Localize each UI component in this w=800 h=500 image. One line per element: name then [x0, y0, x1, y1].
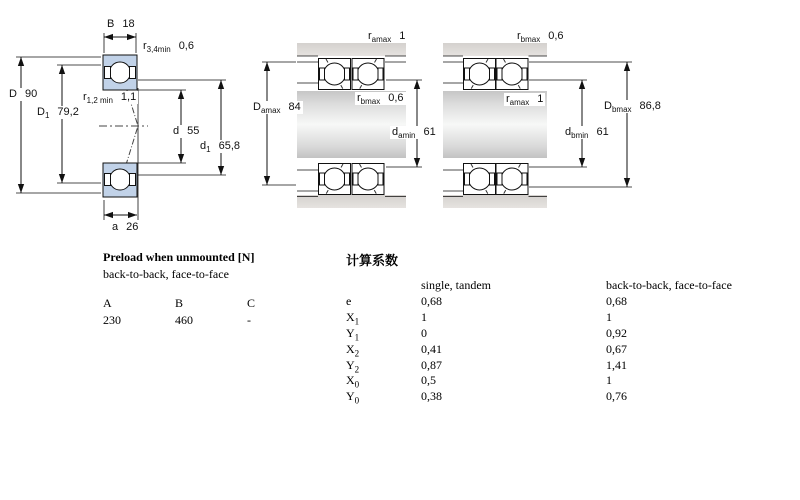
dim-d: d 55 — [173, 125, 200, 137]
dim-r12min: $r_{1,2 min}$ 1,1 — [83, 91, 137, 106]
bearing-cell — [352, 164, 384, 195]
bearing-section-top — [103, 55, 137, 90]
preload-value-A: 230 — [103, 313, 121, 327]
bearing-section-bottom — [103, 163, 137, 197]
dim-Dbmax: $D_{bmax}$ 86,8 — [604, 100, 661, 115]
dim-ramax-b: $r_{amax}$ 1 — [506, 93, 544, 108]
factors-header-single: single, tandem — [421, 278, 491, 292]
dim-damin: $d_{amin}$ 61 — [392, 126, 436, 141]
factor-row-label: $X_1$ — [346, 309, 360, 327]
preload-subtitle: back-to-back, face-to-face — [103, 267, 229, 281]
preload-header-A: A — [103, 296, 112, 310]
dimension-lines-b — [582, 62, 627, 187]
factor-row-single: 0,5 — [421, 373, 436, 388]
factor-row-label: $X_0$ — [346, 373, 360, 390]
dim-D: D 90 — [9, 88, 38, 100]
factor-row-btb: 0,67 — [606, 341, 627, 356]
dim-B: B 18 — [107, 18, 135, 30]
factor-row-label: $Y_1$ — [346, 325, 360, 343]
bearing-cell — [496, 164, 528, 195]
bearing-cell — [464, 164, 496, 195]
bearing-cell — [352, 59, 384, 90]
factor-row-label: $X_2$ — [346, 341, 360, 359]
dim-a: a 26 — [112, 221, 139, 233]
dim-rbmax-b: $r_{bmax}$ 0,6 — [517, 30, 564, 45]
preload-grid — [103, 296, 319, 328]
factor-row-label: $Y_0$ — [346, 389, 360, 406]
factor-row-btb: 1,41 — [606, 357, 627, 372]
preload-table — [103, 250, 319, 328]
dim-r34min: $r_{3,4min}$ 0,6 — [143, 40, 194, 55]
dim-rbmax-a: $r_{bmax}$ 0,6 — [357, 92, 404, 107]
preload-title: Preload when unmounted [N] — [103, 250, 255, 264]
factor-row-btb: 0,76 — [606, 389, 627, 404]
preload-value-B: 460 — [175, 313, 193, 327]
factor-row-single: 1 — [421, 309, 427, 324]
factor-row-single: 0,41 — [421, 341, 442, 356]
factor-row-single: 0,87 — [421, 357, 442, 372]
dim-d1: $d_1$ 65,8 — [200, 140, 240, 155]
factors-title: 计算系数 — [346, 253, 399, 268]
bearing-cell — [319, 59, 351, 90]
factor-row-single: 0 — [421, 325, 427, 340]
dim-Damax: $D_{amax}$ 84 — [253, 101, 301, 116]
factors-header-blank — [346, 277, 421, 294]
factor-row-label: e — [346, 294, 352, 308]
factor-row-single: 0,68 — [421, 294, 442, 308]
preload-header-B: B — [175, 296, 184, 310]
bearing-cell — [464, 59, 496, 90]
preload-value-C: - — [247, 313, 251, 327]
factor-row-btb: 0,68 — [606, 294, 627, 308]
factor-row-btb: 1 — [606, 309, 612, 324]
factor-row-label: $Y_2$ — [346, 357, 360, 374]
dim-dbmin: $d_{bmin}$ 61 — [565, 126, 609, 141]
preload-header-C: C — [247, 296, 256, 310]
factors-grid — [346, 277, 732, 405]
bearing-cell — [319, 164, 351, 195]
calculation-factors-table — [346, 250, 732, 405]
dim-ramax-a: $r_{amax}$ 1 — [368, 30, 406, 45]
factor-row-btb: 1 — [606, 373, 612, 388]
factor-row-single: 0,38 — [421, 389, 442, 404]
factor-row-btb: 0,92 — [606, 325, 627, 340]
dim-D1: $D_1$ 79,2 — [37, 106, 79, 121]
factors-header-btb: back-to-back, face-to-face — [606, 278, 732, 292]
bearing-cell — [496, 59, 528, 90]
